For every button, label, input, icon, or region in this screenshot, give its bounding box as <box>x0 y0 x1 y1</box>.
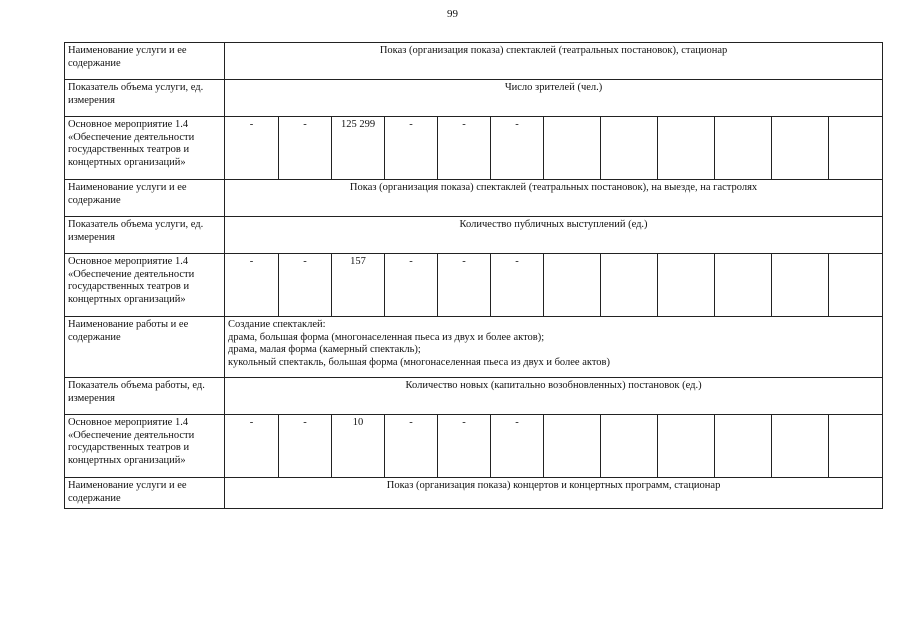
value-cell <box>715 254 772 317</box>
value-cell: - <box>279 415 332 478</box>
work-content-line: драма, малая форма (камерный спектакль); <box>228 344 421 355</box>
indicator-row <box>65 217 883 254</box>
service-value: Показ (организация показа) спектаклей (театральных постановок), на выезде, на гастролях <box>225 180 883 217</box>
value-cell <box>829 117 883 180</box>
page-number: 99 <box>447 8 458 20</box>
measure-row <box>65 254 883 317</box>
value-cell <box>715 117 772 180</box>
work-content-line: драма, большая форма (многонаселенная пьеса из двух и более актов); <box>228 331 545 343</box>
service-label: Наименование услуги и ее содержание <box>65 180 225 217</box>
service-value: Показ (организация показа) спектаклей (театральных постановок), стационар <box>225 43 883 80</box>
indicator-row <box>65 378 883 415</box>
value-cell: - <box>438 117 491 180</box>
indicator-value: Количество новых (капитально возобновленных) постановок (ед.) <box>225 378 883 415</box>
indicator-label: Показатель объема услуги, ед. измерения <box>65 80 225 117</box>
service-label: Наименование услуги и ее содержание <box>65 478 225 509</box>
indicator-label: Показатель объема услуги, ед. измерения <box>65 217 225 254</box>
value-cell <box>544 254 601 317</box>
value-cell <box>772 415 829 478</box>
value-cell <box>601 415 658 478</box>
program-table <box>64 42 883 509</box>
service-label: Наименование работы и ее содержание <box>65 317 225 378</box>
value-cell: - <box>279 117 332 180</box>
measure-label: Основное мероприятие 1.4 «Обеспечение деятельности государственных театров и концертных организаций» <box>65 117 225 180</box>
value-cell: 10 <box>332 415 385 478</box>
table-body <box>65 43 883 509</box>
value-cell <box>829 415 883 478</box>
value-cell: - <box>225 117 279 180</box>
service-label: Наименование услуги и ее содержание <box>65 43 225 80</box>
value-cell: - <box>438 254 491 317</box>
measure-row <box>65 117 883 180</box>
value-cell: - <box>491 415 544 478</box>
service-value: Показ (организация показа) концертов и концертных программ, стационар <box>225 478 883 509</box>
value-cell <box>601 117 658 180</box>
value-cell: - <box>438 415 491 478</box>
value-cell <box>772 254 829 317</box>
value-cell: - <box>225 415 279 478</box>
value-cell: - <box>385 415 438 478</box>
value-cell <box>601 254 658 317</box>
service-row <box>65 478 883 509</box>
service-row <box>65 180 883 217</box>
work-content <box>225 317 883 378</box>
indicator-value: Число зрителей (чел.) <box>225 80 883 117</box>
value-cell <box>544 415 601 478</box>
value-cell <box>658 117 715 180</box>
service-row <box>65 317 883 378</box>
measure-row <box>65 415 883 478</box>
value-cell <box>658 254 715 317</box>
value-cell: - <box>491 254 544 317</box>
indicator-label: Показатель объема работы, ед. измерения <box>65 378 225 415</box>
value-cell <box>772 117 829 180</box>
value-cell: 157 <box>332 254 385 317</box>
service-row <box>65 43 883 80</box>
measure-label: Основное мероприятие 1.4 «Обеспечение деятельности государственных театров и концертных организаций» <box>65 254 225 317</box>
value-cell <box>658 415 715 478</box>
value-cell: - <box>225 254 279 317</box>
value-cell: - <box>385 117 438 180</box>
measure-label: Основное мероприятие 1.4 «Обеспечение деятельности государственных театров и концертных организаций» <box>65 415 225 478</box>
work-content-line: кукольный спектакль, большая форма (многонаселенная пьеса из двух и более актов) <box>228 356 610 368</box>
value-cell: 125 299 <box>332 117 385 180</box>
value-cell <box>715 415 772 478</box>
indicator-row <box>65 80 883 117</box>
value-cell: - <box>385 254 438 317</box>
value-cell <box>829 254 883 317</box>
value-cell: - <box>279 254 332 317</box>
indicator-value: Количество публичных выступлений (ед.) <box>225 217 883 254</box>
value-cell <box>544 117 601 180</box>
work-content-line: Создание спектаклей: <box>228 319 326 330</box>
value-cell: - <box>491 117 544 180</box>
